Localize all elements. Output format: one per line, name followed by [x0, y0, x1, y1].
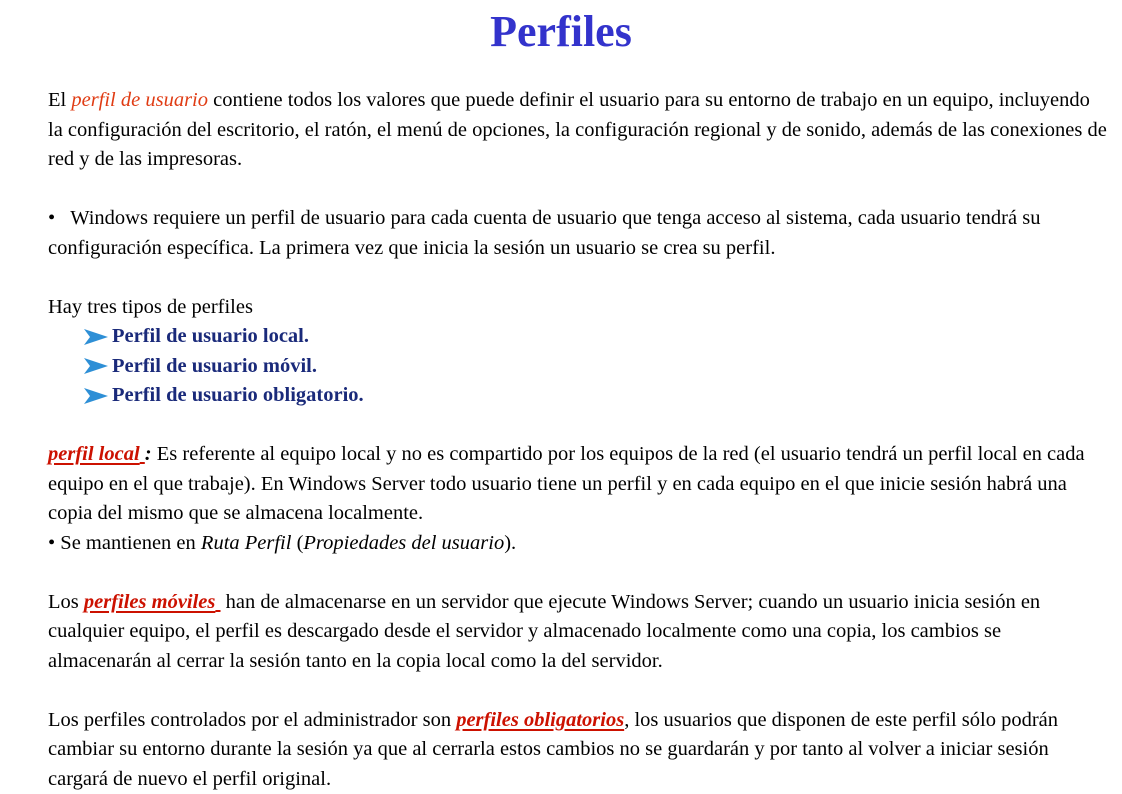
local-profile-bullet — [48, 529, 1108, 559]
term-colon: : — [145, 443, 152, 465]
intro-text: contiene todos los valores que puede definir el usuario para su entorno de trabajo en un equipo, incluyendo la configuración del escritorio, el ratón, el menú de opciones, la configuración regional y de sonido, además de las conexiones de red y de las impresoras. — [48, 89, 1107, 170]
spacer — [48, 676, 1108, 706]
mandatory-profile-paragraph — [48, 706, 1108, 794]
mobile-prefix: Los — [48, 591, 84, 613]
list-item — [48, 322, 1108, 352]
mandatory-prefix: Los perfiles controlados por el administrador son — [48, 709, 456, 731]
term-perfiles-moviles: perfiles móviles — [84, 591, 216, 613]
local-bullet-mid: ( — [291, 532, 303, 554]
types-heading: Hay tres tipos de perfiles — [48, 293, 1108, 323]
spacer — [48, 558, 1108, 588]
arrow-bullet-icon — [82, 327, 110, 347]
ruta-perfil-text: Ruta Perfil — [201, 532, 292, 554]
spacer — [48, 411, 1108, 441]
page-title: Perfiles — [0, 6, 1122, 58]
list-item — [48, 352, 1108, 382]
list-item — [48, 381, 1108, 411]
mobile-text: han de almacenarse en un servidor que ejecute Windows Server; cuando un usuario inicia sesión en cualquier equipo, el perfil es descargado desde el servidor y almacenado localmente como una copia, los cambios se almacenarán al cerrar la sesión tanto en la copia local como la del servidor. — [48, 591, 1040, 672]
windows-note-paragraph — [48, 204, 1108, 263]
intro-prefix: El — [48, 89, 71, 111]
term-perfiles-obligatorios: perfiles obligatorios — [456, 709, 624, 731]
document-body — [48, 86, 1108, 794]
profile-type-mandatory: Perfil de usuario obligatorio. — [112, 381, 364, 411]
spacer — [48, 263, 1108, 293]
profile-type-local: Perfil de usuario local. — [112, 322, 309, 352]
local-bullet-suffix: ). — [504, 532, 516, 554]
profile-types-list — [48, 322, 1108, 411]
arrow-bullet-icon — [82, 386, 110, 406]
local-profile-text: Es referente al equipo local y no es compartido por los equipos de la red (el usuario tendrá un perfil local en cada equipo en el que trabaje). En Windows Server todo usuario tiene un perfil y en cada equipo en el que inicie sesión habrá una copia del mismo que se almacena localmente. — [48, 443, 1085, 524]
term-perfil-de-usuario: perfil de usuario — [71, 89, 208, 111]
propiedades-usuario-text: Propiedades del usuario — [303, 532, 504, 554]
mandatory-text: , los usuarios que disponen de este perfil sólo podrán cambiar su entorno durante la sesión ya que al cerrarla estos cambios no se guardarán y por tanto al volver a iniciar sesión cargará de nuevo el perfil original. — [48, 709, 1058, 790]
windows-note-text: Windows requiere un perfil de usuario para cada cuenta de usuario que tenga acceso al sistema, cada usuario tendrá su configuración específica. La primera vez que inicia la sesión un usuario se crea su perfil. — [48, 207, 1040, 259]
local-bullet-prefix: • Se mantienen en — [48, 532, 201, 554]
arrow-bullet-icon — [82, 356, 110, 376]
spacer — [48, 175, 1108, 205]
local-profile-paragraph — [48, 440, 1108, 529]
term-perfil-local: perfil local — [48, 443, 140, 465]
bullet-icon: • — [48, 207, 55, 229]
profile-type-mobile: Perfil de usuario móvil. — [112, 352, 317, 382]
intro-paragraph — [48, 86, 1108, 175]
mobile-profile-paragraph — [48, 588, 1108, 677]
